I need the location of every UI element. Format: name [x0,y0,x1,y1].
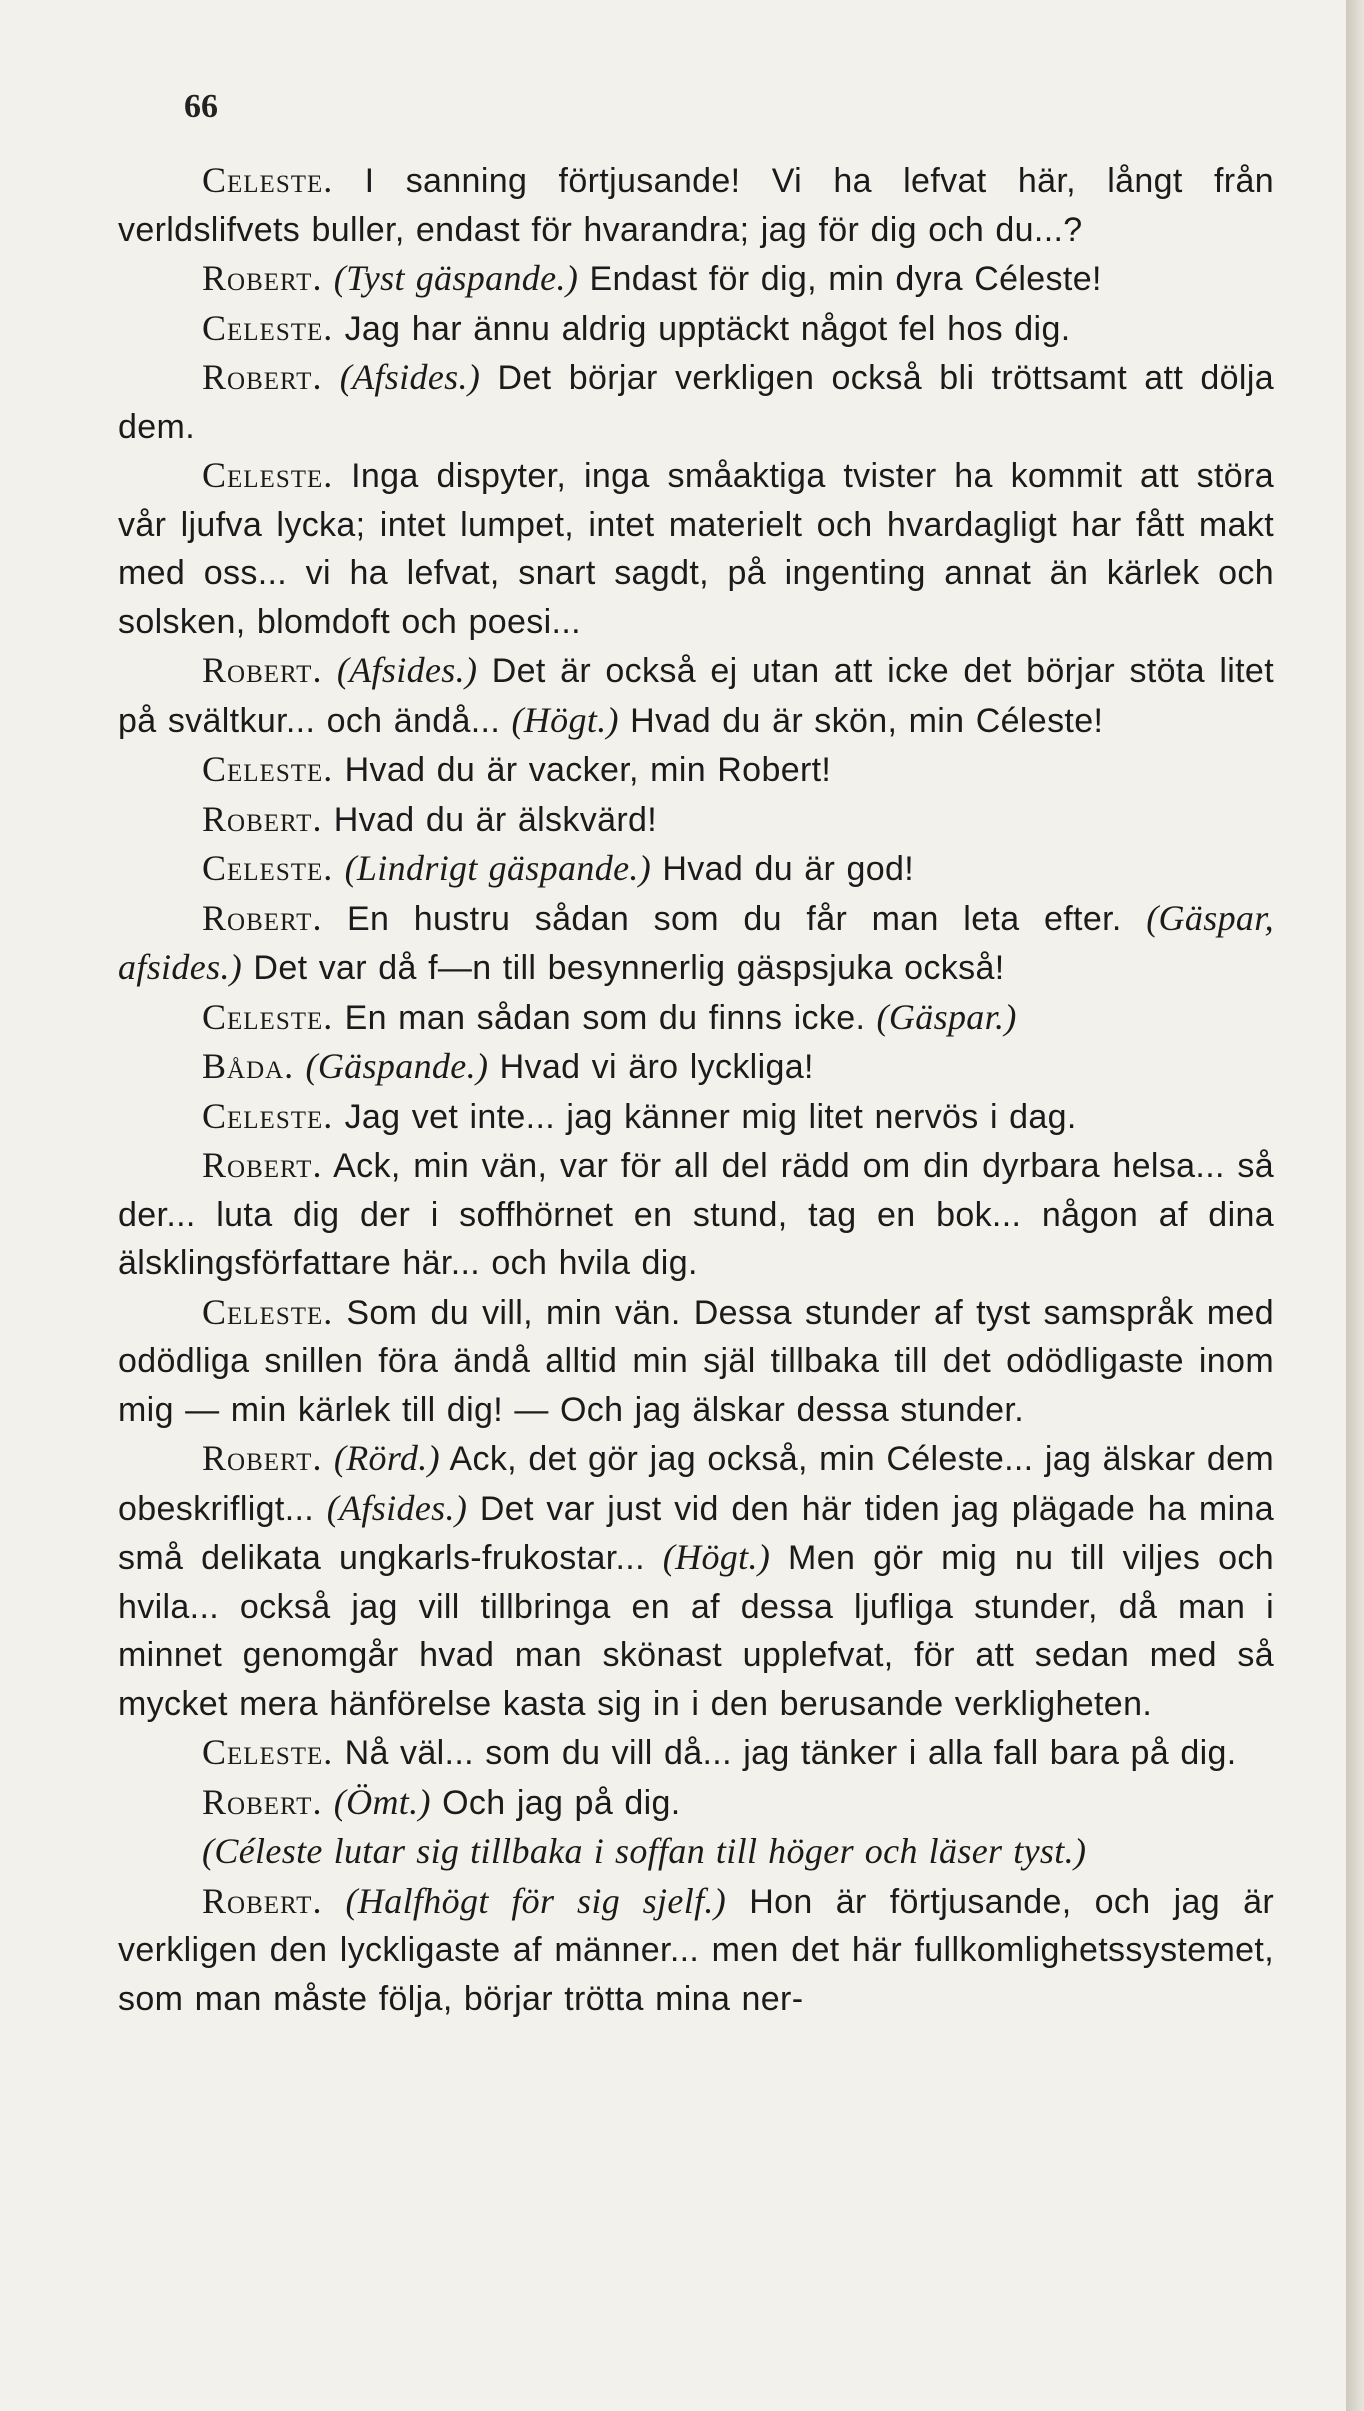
dialogue-paragraph [118,795,1274,845]
dialogue-paragraph [118,1141,1274,1288]
dialogue-paragraph [118,451,1274,646]
speaker-name: Robert. [202,1781,323,1822]
dialogue-text: Hvad du är god! [651,850,915,888]
speaker-name: Robert. [202,357,323,397]
dialogue-text: En man sådan som du finns icke. [344,998,877,1037]
page-edge [1346,0,1364,2411]
dialogue-text: Hon är förtjusande, och jag är verkligen den lyckligaste af männer... men det här fullkomlighetssystemet, som man måste följa, börjar trötta mina ner- [118,1882,1274,2018]
speaker-name: Robert. [202,258,323,298]
dialogue-paragraph [118,353,1274,451]
dialogue-text: Inga dispyter, inga småaktiga tvister ha kommit att störa vår ljufva lycka; intet lumpet, intet materielt och hvardagligt har fått makt med oss... vi ha lefvat, snart sagdt, på ingenting annat än kärlek och solsken, blomdoft och poesi... [118,457,1275,641]
dialogue-text: Det börjar verkligen också bli tröttsamt att dölja dem. [118,359,1274,446]
dialogue-text: En hustru sådan som du får man leta efter. [346,899,1147,938]
dialogue-text: Som du vill, min vän. Dessa stunder af tyst samspråk med odödliga snillen föra ändå alltid min själ tillbaka till det odödligaste inom mig — min kärlek till dig! — Och jag älskar dessa stunder. [118,1293,1274,1429]
dialogue-paragraph [118,894,1274,993]
dialogue-paragraph [118,1288,1274,1435]
speaker-name: Celeste. [202,749,334,789]
speaker-name: Celeste. [202,996,334,1037]
speaker-name: Celeste. [202,160,334,200]
dialogue-text: I sanning förtjusande! Vi ha lefvat här, långt från verldslifvets buller, endast för hvarandra; jag för dig och du...? [118,162,1274,249]
dialogue-paragraph [118,1042,1274,1092]
stage-direction: (Céleste lutar sig tillbaka i soffan till höger och läser tyst.) [202,1831,1087,1871]
dialogue-paragraph [118,1827,1274,1877]
dialogue-paragraph [118,156,1274,254]
dialogue-text: Och jag på dig. [430,1783,681,1822]
dialogue-text: Men gör mig nu till viljes och hvila... också jag vill tillbringa en af dessa ljufliga stunder, då man i minnet genomgår hvad man skönast upplefvat, för att sedan med så mycket mera hänförelse kasta sig in i den berusande verkligheten. [118,1539,1274,1723]
dialogue-text: Endast för dig, min dyra Céleste! [578,260,1102,298]
stage-direction: (Halfhögt för sig sjelf.) [345,1880,727,1921]
speaker-name: Båda. [202,1046,295,1086]
speaker-name: Robert. [202,1880,323,1921]
dialogue-paragraph [118,1092,1274,1142]
dialogue-paragraph [118,1728,1274,1778]
dialogue-text: Hvad du är skön, min Céleste! [618,701,1104,740]
speaker-name: Robert. [202,897,323,938]
stage-direction: (Högt.) [511,699,619,740]
dialogue-text: Det är också ej utan att icke det börjar stöta litet på svältkur... och ändå... [118,652,1274,740]
stage-direction: (Afsides.) [339,357,481,397]
dialogue-text: Ack, det gör jag också, min Céleste... jag älskar dem obeskrifligt... [118,1440,1275,1528]
stage-direction: (Ömt.) [333,1781,431,1822]
dialogue-paragraph [118,993,1274,1043]
dialogue-text: Hvad du är vacker, min Robert! [344,751,832,789]
dialogue-paragraph [118,1434,1274,1728]
speaker-name: Celeste. [202,848,334,888]
play-text [118,156,1274,2023]
speaker-name: Celeste. [202,307,334,348]
stage-direction: (Gäspar.) [876,996,1017,1037]
stage-direction: (Gäspar, afsides.) [118,897,1275,987]
stage-direction: (Afsides.) [326,1487,468,1528]
page-number: 66 [184,88,218,125]
dialogue-text: Jag vet inte... jag känner mig litet nervös i dag. [344,1097,1077,1136]
stage-direction: (Rörd.) [333,1438,440,1478]
dialogue-text: Ack, min vän, var för all del rädd om din dyrbara helsa... så der... luta dig der i soffhörnet en stund, tag en bok... någon af dina älsklingsförfattare här... och hvila dig. [118,1147,1274,1282]
speaker-name: Celeste. [202,455,334,495]
dialogue-paragraph [118,745,1274,795]
dialogue-text: Hvad vi äro lyckliga! [488,1048,814,1086]
stage-direction: (Afsides.) [336,650,478,690]
speaker-name: Robert. [202,798,323,839]
dialogue-paragraph [118,304,1274,354]
dialogue-text: Nå väl... som du vill då... jag tänker i alla fall bara på dig. [344,1734,1237,1772]
speaker-name: Celeste. [202,1095,334,1136]
stage-direction: (Lindrigt gäspande.) [344,848,652,888]
dialogue-text: Hvad du är älskvärd! [333,800,658,839]
stage-direction: (Tyst gäspande.) [333,258,579,298]
speaker-name: Celeste. [202,1291,334,1332]
dialogue-text: Det var då f—n till besynnerlig gäspsjuka också! [242,949,1005,987]
stage-direction: (Högt.) [662,1537,771,1577]
speaker-name: Robert. [202,650,323,690]
speaker-name: Robert. [202,1438,323,1478]
dialogue-text: Det var just vid den här tiden jag plägade ha mina små delikata ungkarls-frukostar... [118,1489,1275,1577]
speaker-name: Celeste. [202,1732,334,1772]
stage-direction: (Gäspande.) [305,1046,489,1086]
dialogue-text: Jag har ännu aldrig upptäckt något fel hos dig. [344,309,1071,348]
speaker-name: Robert. [202,1145,323,1185]
dialogue-paragraph [118,646,1274,745]
dialogue-paragraph [118,254,1274,304]
dialogue-paragraph [118,844,1274,894]
dialogue-paragraph [118,1778,1274,1828]
dialogue-paragraph [118,1877,1274,2024]
